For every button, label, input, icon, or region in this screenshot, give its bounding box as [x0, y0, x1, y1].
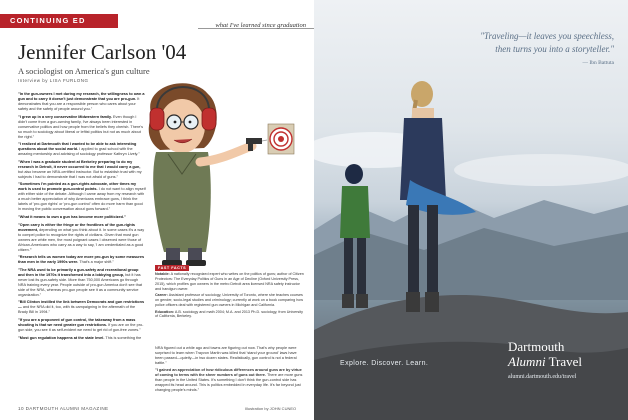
target-icon	[268, 124, 294, 154]
ad-url[interactable]: alumni.dartmouth.edu/travel	[508, 374, 577, 380]
interview-column	[18, 92, 146, 343]
sidebar-item: Education: A.B. sociology and math 2004; M.A. and 2013 Ph.D. sociology, from University of California, Berkeley.	[155, 309, 303, 319]
qa-item: NRA figured out a while ago and towns are figuring out now. That's why people were surprised to learn when Trayvon Martin was killed that 'stand your ground' laws have been passed—quietly—in two dozen states. Realistically, gun control is not a federal battle."	[155, 346, 297, 365]
quote-line-1: "Traveling—it leaves you speechless,	[480, 31, 614, 41]
sidebar-tag: FAST FACTS	[155, 265, 189, 271]
qa-item: "I grew up in a very conservative Midwestern family. Even though I didn't come from a gun-owning family, I've always been interested in conservative politics and how people from the beliefs they cherish. There's so much to sociology about liberal or leftist politics but not as much about the right."	[18, 114, 143, 139]
byline: Interview by LISA FURLONG	[18, 78, 89, 83]
qa-item: "The NRA used to be primarily a gun-safety and recreational group and then in the 1970s it transformed into a lobbying group, but it has never lost its gun-safety side. More than 750,000 Americans go through NRA training every year. People outside of pro-gun America don't see that side of the NRA, whereas pro-gun people see it as a community service organization."	[18, 267, 142, 297]
qa-item: "In the gun-owners I met during my research, the willingness to own a gun and to carry it doesn't just demonstrate that you are pro-gun. It demonstrates that you are a responsible person who cares about your safety and the safety of people around you."	[18, 92, 145, 111]
illustration-credit: Illustration by JOHN CUNEO	[245, 406, 297, 411]
brand-line-2: Alumni Travel	[508, 354, 583, 369]
quote-line-2: then turns you into a storyteller."	[495, 44, 614, 54]
qa-item: "Bill Clinton instilled the link between Democrats and gun restrictions— and the NRA did it, too, with its campaigning in the aftermath of the Brady Bill in 1994."	[18, 300, 145, 315]
sidebar-item: Notable: A nationally recognized expert who writes on the politics of guns; author of Citizen Protectors: The Everyday Politics of Guns in an Age of Decline (Oxford University Press, 2015), which profiles gun owners in the metro Detroit area licensed NRA safety instructor and handgun owner.	[155, 272, 304, 291]
brand-logo	[508, 339, 582, 369]
ad-tagline: Explore. Discover. Learn.	[340, 360, 429, 367]
qa-item: "Sometimes I'm pointed as a gun-rights advocate, other times my work is used to promote gun-control points. I do not want to align myself with either side of the debate. Although I came away from my research with a much better appreciation of why Americans embrace guns, I think the labels of 'pro-gun rights' or 'pro-gun control' often do more harm than good in moving the public conversation about guns forward."	[18, 182, 146, 212]
kicker: what I've learned since graduation	[215, 22, 306, 29]
qa-item: "Most gun regulation happens at the state level. This is something the	[18, 335, 142, 340]
section-tab-label: CONTINUING ED	[10, 16, 86, 25]
section-tab	[0, 14, 118, 28]
fast-facts-sidebar	[155, 272, 305, 344]
qa-item: "I gained an appreciation of how ridiculous differences around guns are by virtue of coming to terms with the sheer numbers of guns out there. There are more guns than people in the United States. It's something I don't think the gun-control side has wrapped its head around. This is politics embedded in everyday life. It's far beyond just changing people's minds."	[155, 368, 303, 393]
page-footer: 10 DARTMOUTH ALUMNI MAGAZINE	[18, 406, 109, 411]
deck: A sociologist on America's gun culture	[18, 66, 150, 76]
qa-item: "Research tells us women today are more pro-gun by some measures than men in the early 1990s were. That's a major shift."	[18, 255, 145, 265]
interview-column-continued	[155, 346, 305, 396]
qa-item: "If you are a proponent of gun control, the takeaway from a mass shooting is that we need greater gun restrictions. If you are on the pro-gun side, you see it as self-evident we need to get rid of gun-free zones."	[18, 317, 144, 332]
headline: Jennifer Carlson '04	[18, 40, 187, 64]
travel-quote	[464, 30, 614, 56]
brand-line-1: Dartmouth	[508, 339, 565, 354]
caricature-illustration	[130, 76, 314, 266]
sidebar-item: Career: Assistant professor of sociology, University of Toronto, where she teaches courses on gender, socio-legal studies and criminology; currently at work on a book comparing how police officers deal with registered gun owners in Michigan and California.	[155, 293, 303, 308]
qa-item: "What it means to own a gun has become more politicized."	[18, 214, 126, 219]
quote-author: — Ibn Battuta	[582, 60, 614, 66]
qa-item: "Open carry is either the fringe or the frontlines of the gun-rights movement, depending on what you think about it. In some cases it's a way to compel police to recognize the rights of civilians. Given that most gun owners are white men, the most poignant cases I observed were those of African-Americans who carry as a way to say, 'I am credentialed as a good citizen.'"	[18, 222, 145, 252]
qa-item: "I realized at Dartmouth that I wanted to be able to ask interesting questions about the social world. I applied to grad school with the amazing mentorship and advising of sociology professor Kathryn Lively."	[18, 142, 140, 157]
travel-ad-page	[314, 0, 628, 420]
qa-item: "When I was a graduate student at Berkeley preparing to do my research in Detroit, it never occurred to me that I would carry a gun, but also became an NRA-certified instructor. But to establish trust with my subjects I had to demonstrate that I was not afraid of guns."	[18, 159, 142, 179]
